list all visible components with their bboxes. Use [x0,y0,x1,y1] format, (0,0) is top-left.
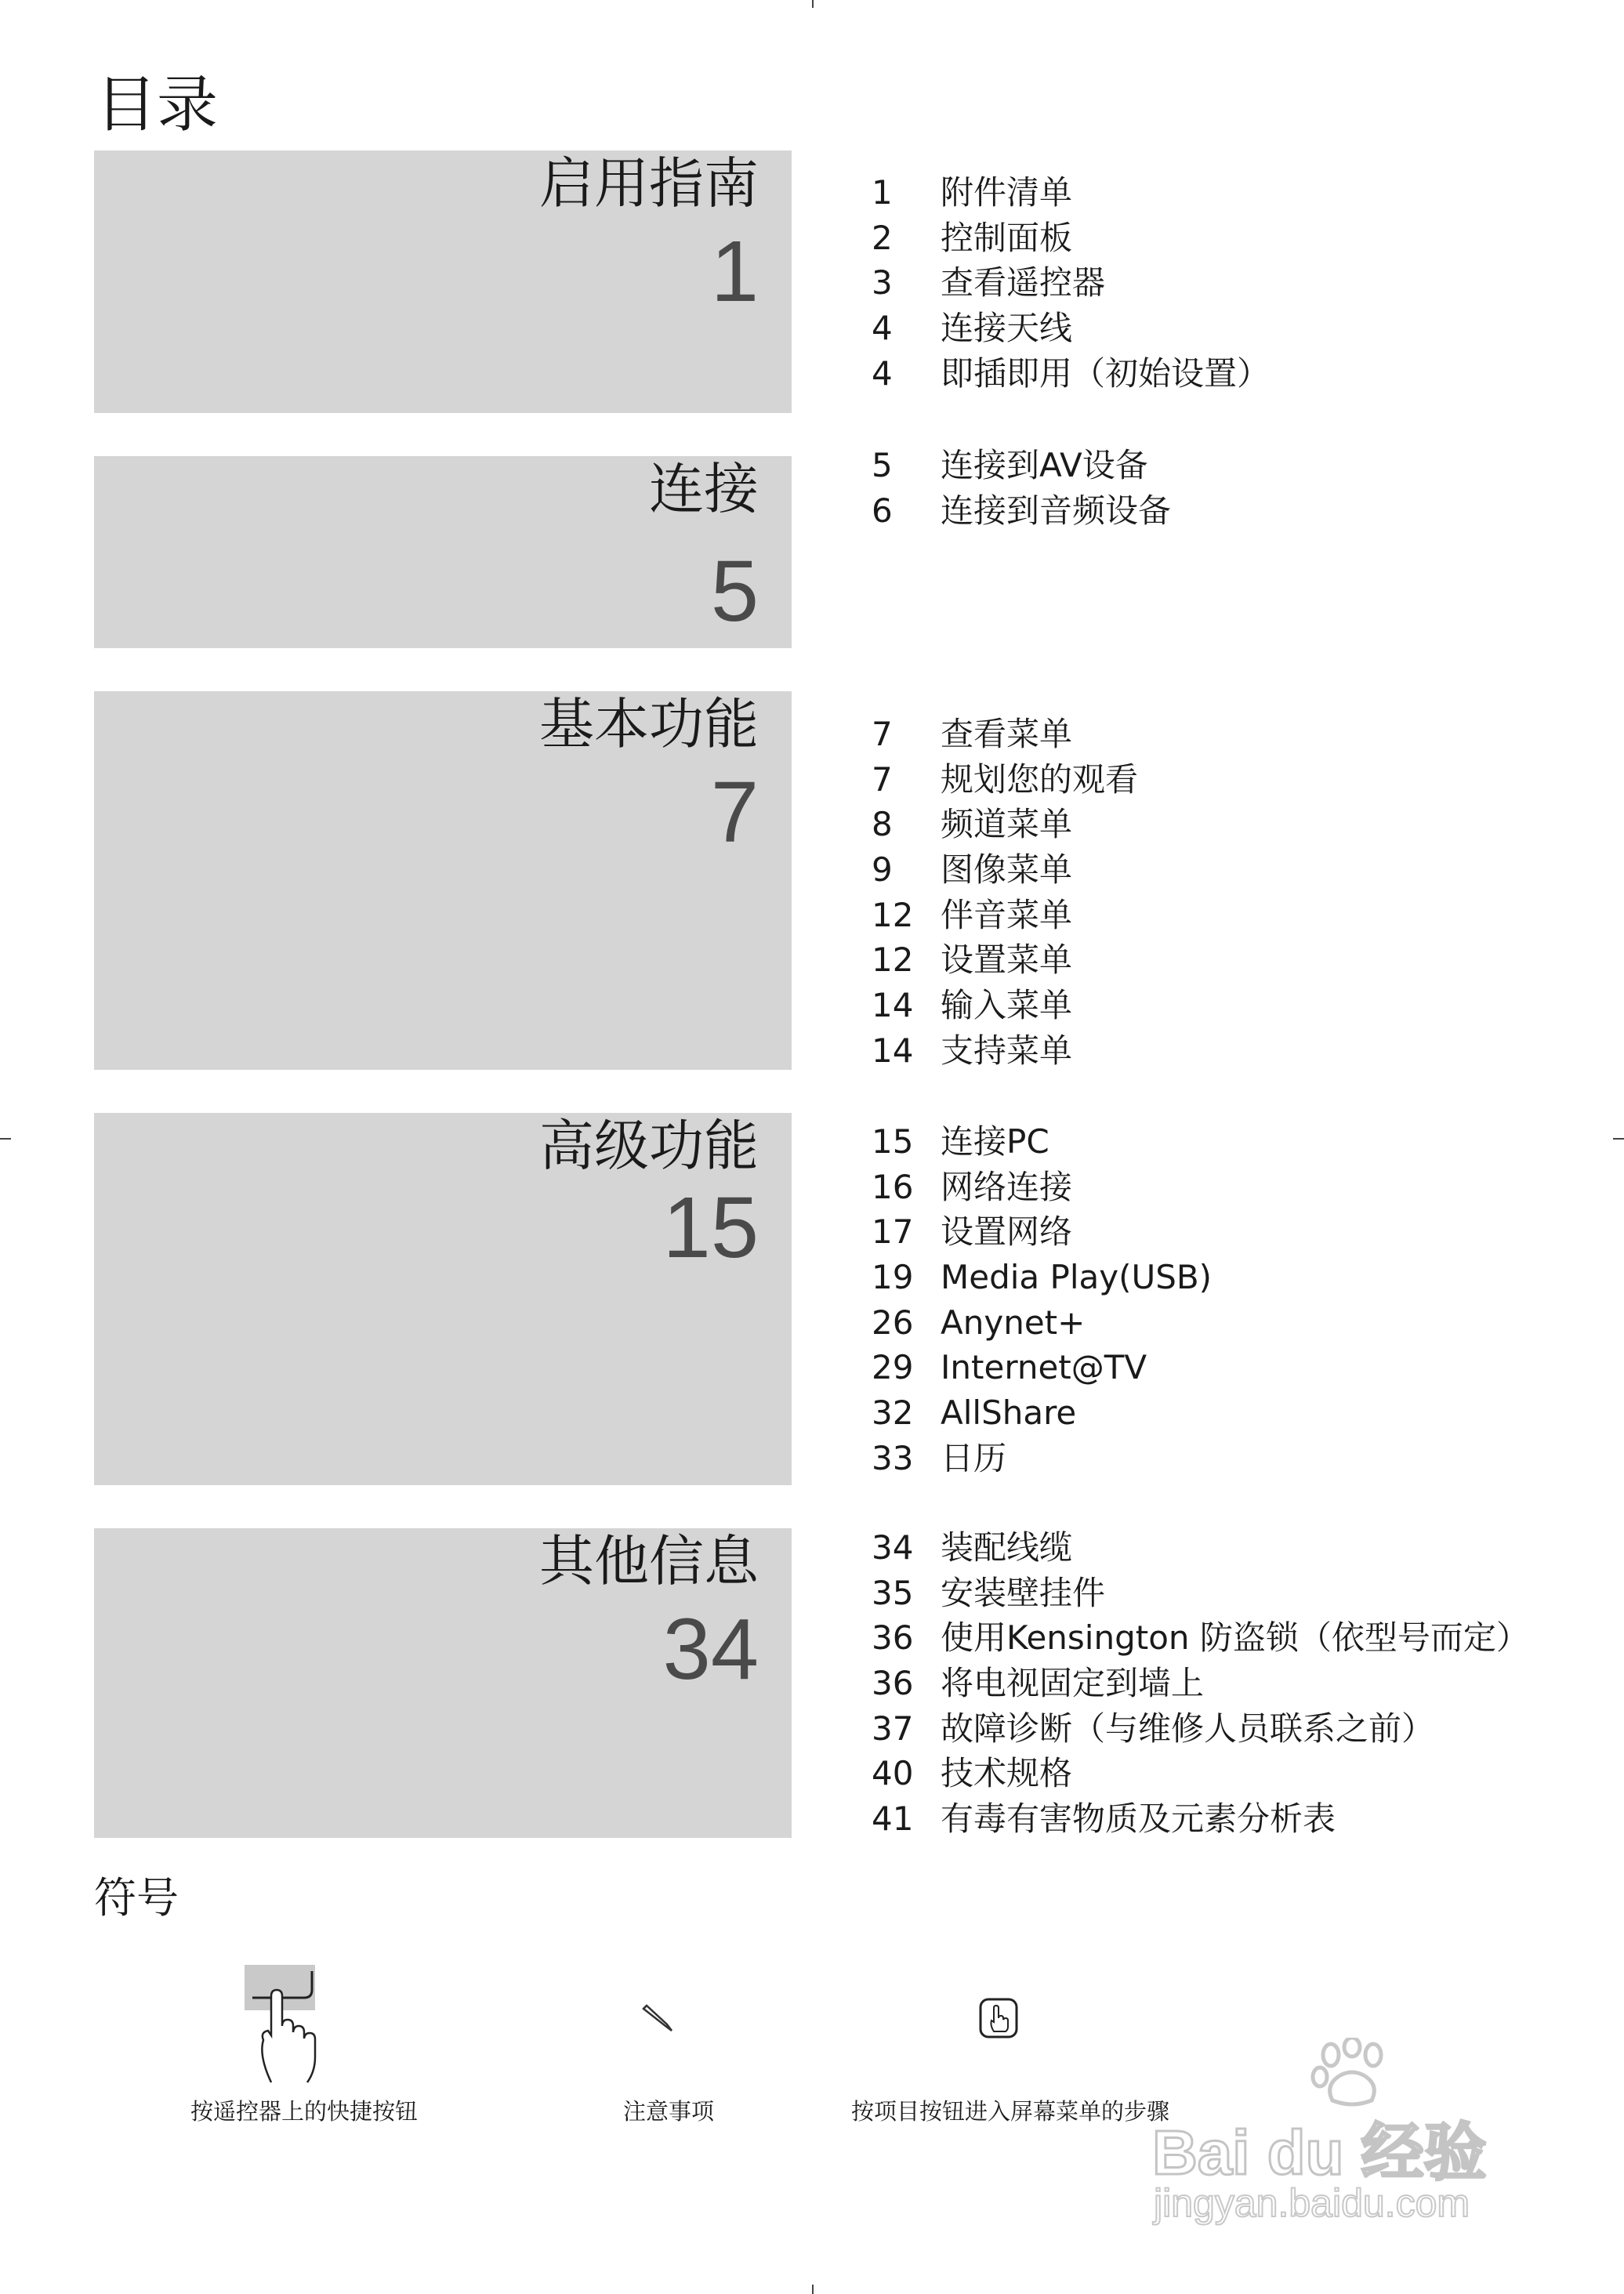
toc-label: 将电视固定到墙上 [941,1664,1205,1703]
toc-page-number: 34 [872,1528,914,1567]
toc-item[interactable] [872,1300,1212,1346]
toc-list [872,1119,1212,1481]
section-box-getting-started [94,150,792,413]
crop-mark [812,0,814,8]
toc-item[interactable] [872,1706,1529,1752]
watermark [1152,2038,1560,2234]
toc-page-number: 12 [872,940,914,980]
toc-page-number: 1 [872,173,893,212]
toc-label: 使用Kensington 防盗锁（依型号而定） [941,1618,1529,1658]
toc-item[interactable] [872,757,1138,803]
toc-item[interactable] [872,443,1171,488]
toc-page-number: 26 [872,1303,914,1342]
toc-item[interactable] [872,1571,1529,1616]
toc-item[interactable] [872,937,1138,983]
toc-page-number: 17 [872,1212,914,1252]
toc-label: 频道菜单 [941,805,1073,844]
section-title: 启用指南 [539,151,759,216]
toc-item[interactable] [872,1255,1212,1300]
toc-page-number: 33 [872,1438,914,1477]
toc-item[interactable] [872,893,1138,938]
pencil-note-icon [639,2002,678,2034]
toc-item[interactable] [872,260,1270,306]
toc-item[interactable] [872,1525,1529,1571]
toc-item[interactable] [872,1028,1138,1074]
toc-item[interactable] [872,847,1138,893]
symbol-caption: 按项目按钮进入屏幕菜单的步骤 [851,2098,1170,2125]
toc-item[interactable] [872,306,1270,351]
toc-label: 连接到AV设备 [941,446,1148,484]
crop-mark [812,2285,814,2294]
section-title: 连接 [649,457,759,521]
toc-item[interactable] [872,216,1270,261]
toc-page-number: 36 [872,1664,914,1703]
toc-page-number: 5 [872,446,893,484]
toc-page-number: 32 [872,1393,914,1433]
toc-label: Anynet+ [941,1303,1086,1342]
section-page-number: 15 [662,1180,759,1276]
toc-label: 设置菜单 [941,940,1073,980]
toc-label: 安装壁挂件 [941,1573,1106,1612]
toc-label: 故障诊断（与维修人员联系之前） [941,1709,1435,1748]
toc-item[interactable] [872,712,1138,757]
toc-item[interactable] [872,1796,1529,1842]
toc-item[interactable] [872,983,1138,1028]
toc-label: Media Play(USB) [941,1258,1213,1297]
watermark-url: jingyan.baidu.com [1154,2181,1470,2225]
toc-label: 装配线缆 [941,1528,1073,1567]
toc-page-number: 2 [872,218,893,257]
paw-logo-icon [1309,2038,1395,2108]
toc-list [872,712,1138,1074]
toc-label: 控制面板 [941,218,1073,257]
toc-item[interactable] [872,488,1171,534]
finger-button-icon [978,1997,1020,2041]
toc-page-number: 9 [872,850,893,890]
toc-page-number: 8 [872,805,893,844]
toc-page-number: 37 [872,1709,914,1748]
toc-page-number: 35 [872,1573,914,1612]
toc-label: 输入菜单 [941,986,1073,1025]
toc-item[interactable] [872,1751,1529,1796]
page-title: 目录 [96,70,219,140]
toc-label: 伴音菜单 [941,895,1073,934]
toc-label: 查看菜单 [941,715,1073,753]
toc-label: 连接PC [941,1122,1049,1161]
section-page-number: 7 [710,764,759,861]
toc-page-number: 41 [872,1799,914,1839]
toc-label: 即插即用（初始设置） [941,353,1271,393]
toc-item[interactable] [872,1661,1529,1706]
toc-label: Internet@TV [941,1348,1147,1387]
toc-page-number: 40 [872,1754,914,1793]
section-box-other-info [94,1528,792,1838]
toc-item[interactable] [872,1119,1212,1165]
toc-item[interactable] [872,802,1138,847]
toc-page-number: 36 [872,1618,914,1658]
section-page-number: 34 [662,1601,759,1698]
toc-page-number: 4 [872,353,893,393]
toc-label: 规划您的观看 [941,759,1139,799]
toc-page-number: 14 [872,1031,914,1070]
toc-label: 有毒有害物质及元素分析表 [941,1799,1336,1839]
toc-list [872,1525,1529,1842]
toc-page-number: 7 [872,759,893,799]
toc-page-number: 6 [872,491,893,530]
toc-item[interactable] [872,351,1270,397]
toc-item[interactable] [872,1615,1529,1661]
toc-label: 连接到音频设备 [941,491,1172,530]
section-page-number: 5 [710,543,759,640]
section-box-connections [94,456,792,648]
symbol-caption: 按遥控器上的快捷按钮 [190,2098,419,2125]
section-title: 其他信息 [539,1529,759,1593]
toc-label: 设置网络 [941,1212,1073,1252]
toc-label: 附件清单 [941,173,1073,212]
toc-page-number: 7 [872,715,893,753]
watermark-brand: Bai du 经验 [1152,2118,1487,2187]
toc-item[interactable] [872,1390,1212,1436]
symbol-caption: 注意事项 [623,2098,715,2125]
toc-item[interactable] [872,170,1270,216]
toc-label: 连接天线 [941,309,1073,348]
toc-item[interactable] [872,1436,1212,1481]
toc-item[interactable] [872,1209,1212,1255]
toc-page-number: 12 [872,895,914,934]
toc-page-number: 14 [872,986,914,1025]
toc-label: 查看遥控器 [941,263,1106,303]
toc-page-number: 4 [872,309,893,348]
toc-page-number: 29 [872,1348,914,1387]
section-page-number: 1 [710,223,759,320]
toc-item[interactable] [872,1345,1212,1390]
toc-item[interactable] [872,1165,1212,1210]
toc-page-number: 3 [872,263,893,303]
section-title: 基本功能 [539,692,759,756]
toc-list [872,443,1171,533]
toc-label: 网络连接 [941,1167,1073,1206]
toc-label: 日历 [941,1438,1007,1477]
section-title: 高级功能 [539,1114,759,1178]
toc-page-number: 19 [872,1258,914,1297]
toc-label: 技术规格 [941,1754,1073,1793]
symbols-title: 符号 [94,1873,179,1923]
remote-button-hand-icon [243,1963,321,2085]
toc-list [872,170,1270,396]
toc-page-number: 15 [872,1122,914,1161]
crop-mark [0,1138,11,1140]
toc-label: 支持菜单 [941,1031,1073,1070]
toc-label: AllShare [941,1393,1077,1433]
toc-page-number: 16 [872,1167,914,1206]
crop-mark [1613,1138,1624,1140]
toc-label: 图像菜单 [941,850,1073,890]
section-box-basic-features [94,691,792,1070]
section-box-advanced-features [94,1113,792,1485]
